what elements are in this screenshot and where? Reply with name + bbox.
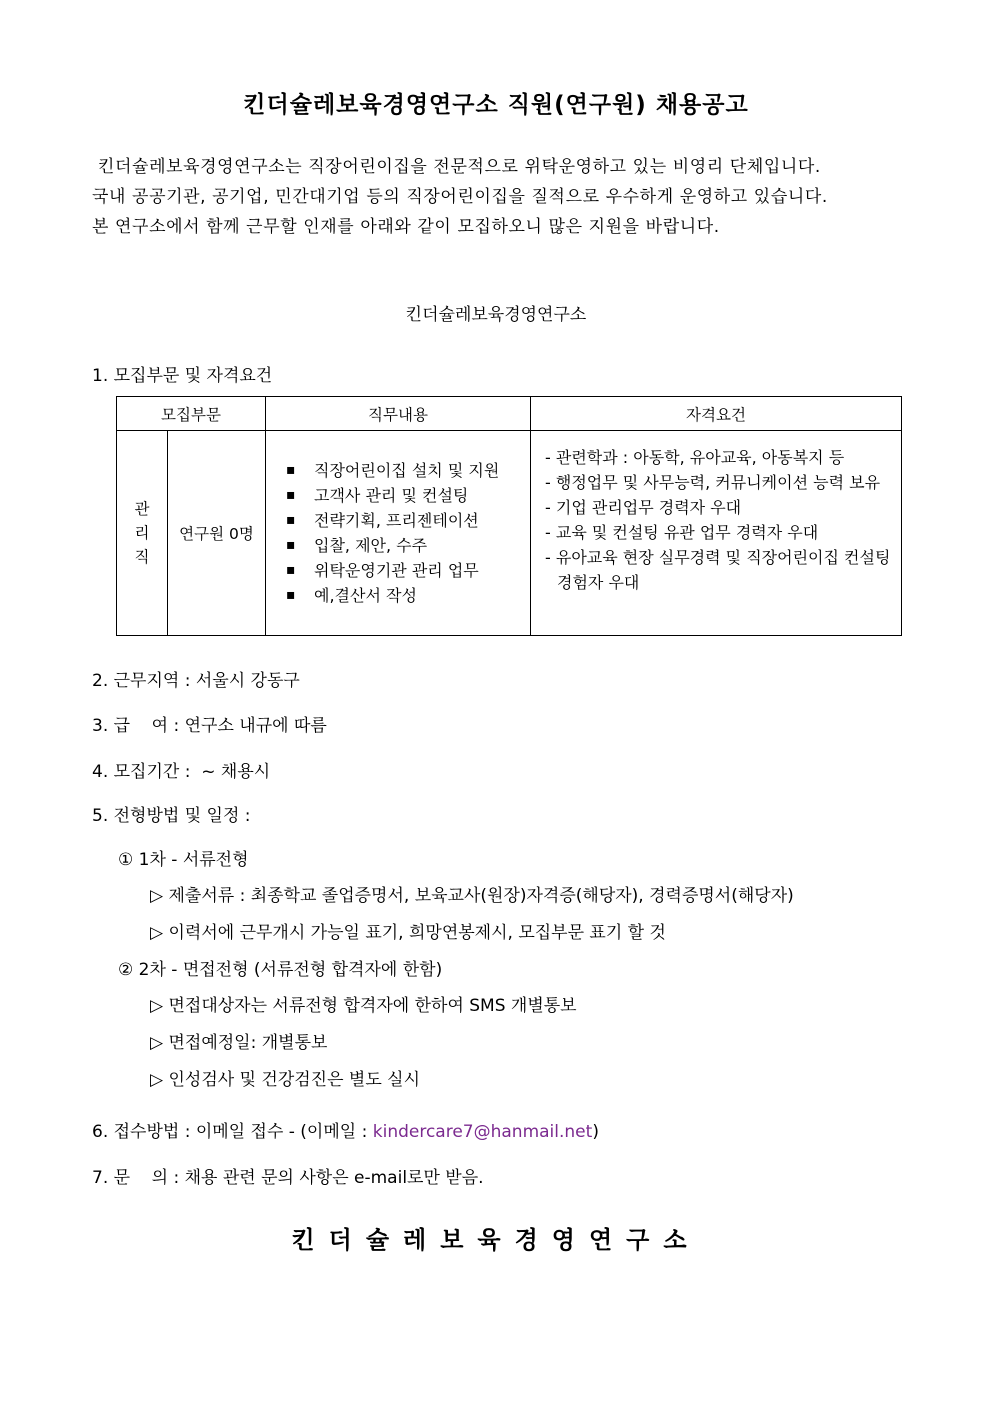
section-heading-7: 7. 문 의 : 채용 관련 문의 사항은 e-mail로만 받음. (92, 1168, 484, 1188)
closing-paren: ) (592, 1122, 599, 1142)
section-heading-6 (92, 1117, 599, 1142)
category-char: 리 (134, 524, 150, 542)
duty-item: ▪ 전략기획, 프리젠테이션 (286, 508, 530, 533)
header-cell: 모집부문 (117, 397, 266, 431)
duty-item: ▪ 위탁운영기관 관리 업무 (286, 558, 530, 583)
requirement-item: - 유아교육 현장 실무경력 및 직장어린이집 컨설팅 경험자 우대 (545, 548, 891, 592)
step-2-item: ▷ 면접대상자는 서류전형 합격자에 한하여 SMS 개별통보 (150, 996, 577, 1016)
category-char: 관 (134, 500, 150, 518)
section-heading-3: 3. 급 여 : 연구소 내규에 따름 (92, 716, 327, 736)
step-2-heading: ② 2차 - 면접전형 (서류전형 합격자에 한함) (118, 960, 443, 980)
application-method-text: 6. 접수방법 : 이메일 접수 - (이메일 : (92, 1122, 373, 1142)
page-title: 킨더슐레보육경영연구소 직원(연구원) 채용공고 (243, 92, 749, 118)
contact-email-link[interactable]: kindercare7@hanmail.net (372, 1122, 593, 1142)
requirement-item: - 교육 및 컨설팅 유관 업무 경력자 우대 (545, 523, 819, 542)
organization-name: 킨더슐레보육경영연구소 (405, 305, 587, 325)
header-cell: 직무내용 (266, 397, 531, 431)
intro-paragraph (92, 152, 912, 242)
requirements-cell (531, 431, 902, 636)
intro-line: 국내 공공기관, 공기업, 민간대기업 등의 직장어린이집을 질적으로 우수하게 운영하고 있습니다. (92, 187, 828, 207)
step-2-item: ▷ 면접예정일: 개별통보 (150, 1033, 328, 1053)
duty-item: ▪ 고객사 관리 및 컨설팅 (286, 483, 530, 508)
step-1-item: ▷ 제출서류 : 최종학교 졸업증명서, 보육교사(원장)자격증(해당자), 경력증명서(해당자) (150, 886, 794, 906)
step-2-item: ▷ 인성검사 및 건강검진은 별도 실시 (150, 1070, 421, 1090)
requirement-item: - 행정업무 및 사무능력, 커뮤니케이션 능력 보유 (545, 473, 881, 492)
duty-item: ▪ 입찰, 제안, 수주 (286, 533, 530, 558)
table-row (117, 431, 902, 636)
recruitment-table (116, 396, 902, 636)
duties-list (266, 458, 530, 608)
step-1-heading: ① 1차 - 서류전형 (118, 850, 249, 870)
duty-item: ▪ 예,결산서 작성 (286, 583, 530, 608)
section-heading-4: 4. 모집기간 : ~ 채용시 (92, 762, 271, 782)
duties-cell (266, 431, 531, 636)
intro-line: 본 연구소에서 함께 근무할 인재를 아래와 같이 모집하오니 많은 지원을 바랍니다. (92, 217, 720, 237)
intro-line: 킨더슐레보육경영연구소는 직장어린이집을 전문적으로 위탁운영하고 있는 비영리 단체입니다. (92, 157, 821, 177)
category-char: 직 (134, 548, 150, 566)
section-heading-1: 1. 모집부문 및 자격요건 (92, 366, 273, 386)
footer-organization-name: 킨더슐레보육경영연구소 (291, 1226, 701, 1254)
section-heading-5: 5. 전형방법 및 일정 : (92, 806, 251, 826)
section-heading-2: 2. 근무지역 : 서울시 강동구 (92, 671, 300, 691)
position-cell: 연구원 0명 (168, 431, 266, 636)
step-1-item: ▷ 이력서에 근무개시 가능일 표기, 희망연봉제시, 모집부문 표기 할 것 (150, 923, 666, 943)
category-cell (117, 431, 168, 636)
table-header-row (117, 397, 902, 431)
requirement-item: - 기업 관리업무 경력자 우대 (545, 498, 742, 517)
duty-item: ▪ 직장어린이집 설치 및 지원 (286, 458, 530, 483)
requirement-item: - 관련학과 : 아동학, 유아교육, 아동복지 등 (545, 448, 845, 467)
header-cell: 자격요건 (531, 397, 902, 431)
